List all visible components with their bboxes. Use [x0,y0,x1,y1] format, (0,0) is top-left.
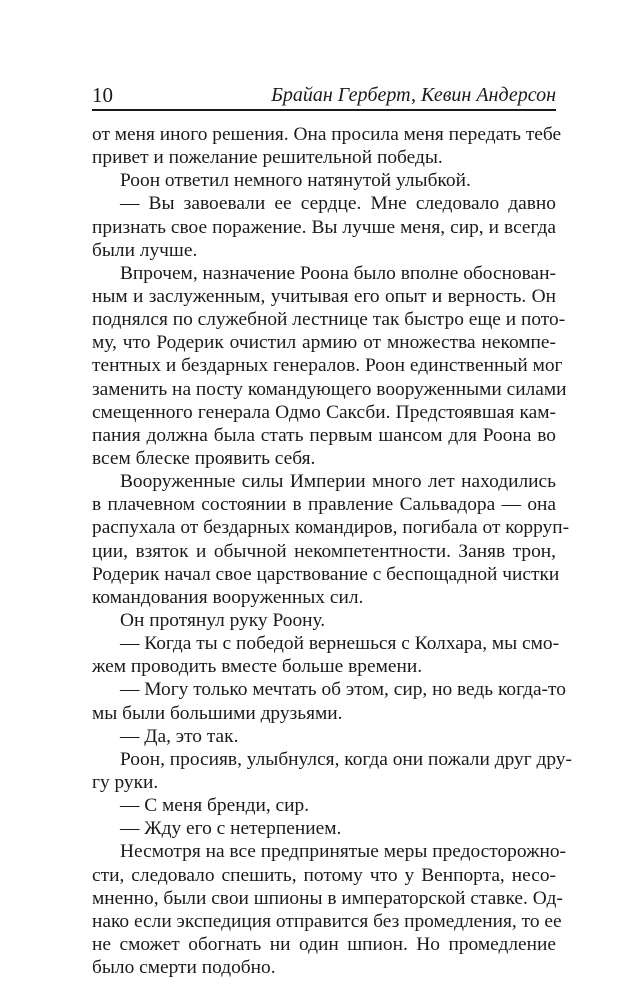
text-line: — С меня бренди, сир. [120,795,310,817]
text-line: были лучше. [92,239,198,261]
text-line: не сможет обогнать ни один шпион. Но промедление [92,933,556,955]
text-line: пания должна была стать первым шансом для Роона во [92,424,556,446]
text-line: жем проводить вместе больше времени. [92,656,423,678]
text-line: — Могу только мечтать об этом, сир, но ведь когда-то [120,679,566,701]
text-line: тентных и бездарных генералов. Роон единственный мог [92,355,563,377]
text-line: — Когда ты с победой вернешься с Колхара, мы смо- [120,633,560,655]
text-line: Впрочем, назначение Роона было вполне обоснован- [120,262,556,284]
text-line: всем блеске проявить себя. [92,447,316,469]
text-line: гу руки. [92,771,159,793]
text-line: распухала от бездарных командиров, погибала от корруп- [92,517,570,539]
page-number: 10 [92,83,113,107]
text-line: Роон, просияв, улыбнулся, когда они пожали друг дру- [120,748,572,770]
text-line: — Да, это так. [120,725,239,747]
text-line: было смерти подобно. [92,957,276,979]
text-line: Вооруженные силы Империи много лет находились [120,471,556,493]
text-line: привет и пожелание решительной победы. [92,147,443,169]
text-line: признать свое поражение. Вы лучше меня, сир, и всегда [92,216,556,238]
text-line: командования вооруженных сил. [92,586,364,608]
running-head-authors: Брайан Герберт, Кевин Андерсон [271,84,556,106]
text-line: Несмотря на все предпринятые меры предосторожно- [120,841,567,863]
text-line: от меня иного решения. Она просила меня передать тебе [92,124,562,145]
text-line: ным и заслуженным, учитывая его опыт и верность. Он [92,285,556,307]
text-line: Родерик начал свое царствование с беспощадной чистки [92,563,560,585]
text-line: нако если экспедиция отправится без промедления, то ее [92,910,562,932]
text-line: — Жду его с нетерпением. [120,818,342,840]
text-line: в плачевном состоянии в правление Сальвадора — она [92,494,556,516]
text-line: заменить на посту командующего вооруженными силами [92,378,567,400]
text-line: Роон ответил немного натянутой улыбкой. [120,170,471,192]
header-rule [92,109,556,111]
text-line: ции, взяток и обычной некомпетентности. Заняв трон, [92,540,556,562]
text-line: Он протянул руку Роону. [120,609,326,631]
text-line: мы были большими друзьями. [92,702,343,724]
text-line: поднялся по служебной лестнице так быстро еще и пото- [92,309,566,331]
running-header [92,82,556,108]
text-line: мненно, были свои шпионы в императорской ставке. Од- [92,887,563,909]
text-line: сти, следовало спешить, потому что у Венпорта, несо- [92,864,556,886]
text-line: смещенного генерала Одмо Саксби. Предстоявшая кам- [92,401,556,423]
text-line: му, что Родерик очистил армию от множества некомпе- [92,332,556,354]
body-text [92,123,572,979]
text-line: — Вы завоевали ее сердце. Мне следовало давно [120,193,556,215]
